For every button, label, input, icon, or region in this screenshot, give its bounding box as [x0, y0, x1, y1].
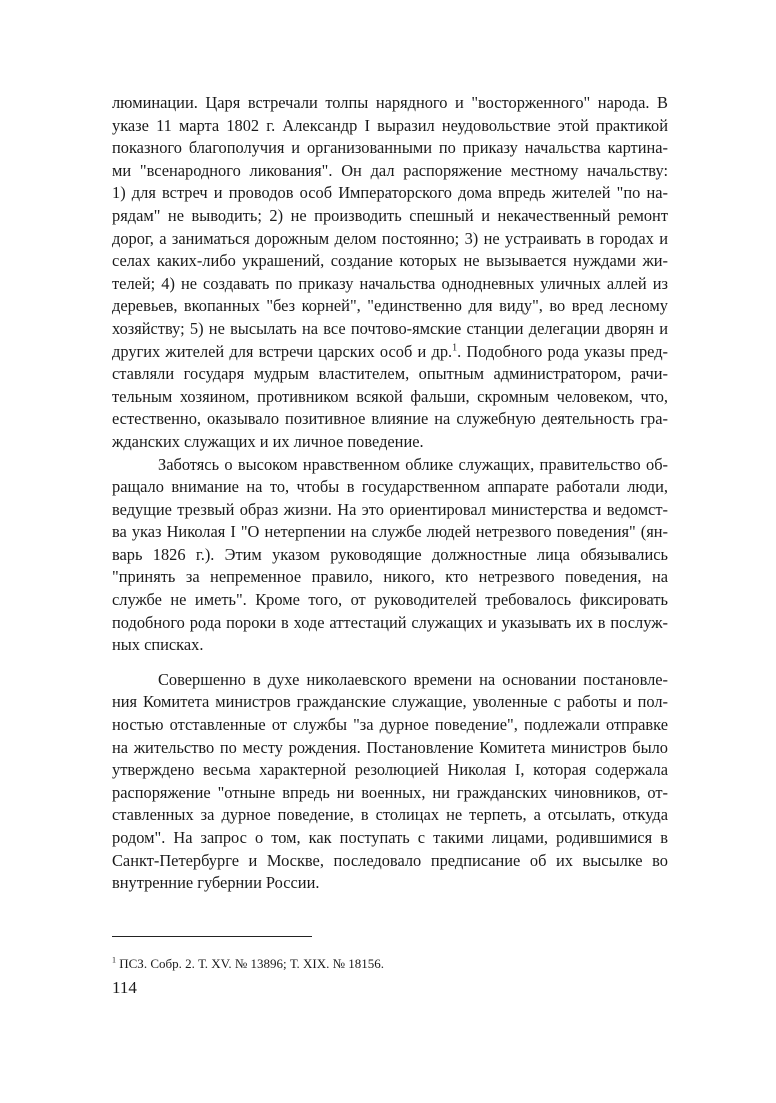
text-line: показного благополучия и организованными по приказу начальства картина-	[112, 138, 668, 158]
text-line: хозяйству; 5) не высылать на все почтово-ямские станции делегации дворян и	[112, 318, 668, 338]
text-line: распоряжение "отныне впредь ни военных, ни гражданских чиновников, от-	[112, 782, 668, 802]
text-line: внутренние губернии России.	[112, 873, 320, 893]
text-line: ставляли государя мудрым властителем, опытным администратором, рачи-	[112, 364, 668, 384]
text-line: рядам" не выводить; 2) не производить спешный и некачественный ремонт	[112, 205, 668, 225]
footnote-text: ПСЗ. Собр. 2. Т. XV. № 13896; Т. XIX. № 18156.	[116, 956, 385, 971]
text-line-start: других жителей для встречи царских особ и др.	[112, 341, 453, 361]
text-line: естественно, оказывало позитивное влияние на служебную деятельность гра-	[112, 409, 668, 429]
text-line: родом". На запрос о том, как поступать с такими лицами, родившимися в	[112, 828, 668, 847]
text-line: варь 1826 г.). Этим указом руководящие должностные лица обязывались	[112, 544, 668, 564]
text-line: "принять за непременное правило, никого, кто нетрезвого поведения, на	[112, 567, 668, 587]
text-line: Совершенно в духе николаевского времени на основании постановле-	[158, 669, 668, 689]
footnote-reference: 1	[452, 342, 458, 354]
text-line: ва указ Николая I "О нетерпении на службе людей нетрезвого поведения" (ян-	[112, 522, 668, 542]
text-line: деревьев, вкопанных "без корней", "единственно для виду", во вред лесному	[112, 296, 668, 316]
paragraph-1	[112, 92, 668, 454]
page-number: 114	[112, 978, 137, 997]
text-line: жданских служащих и их личное поведение.	[112, 431, 424, 451]
text-line: подобного рода пороки в ходе аттестаций служащих и указывать их в послуж-	[112, 612, 668, 632]
text-line: ставленных за дурное поведение, в столицах не терпеть, а отсылать, откуда	[112, 805, 668, 825]
text-line: утверждено весьма характерной резолюцией Николая I, которая содержала	[112, 760, 668, 780]
text-line: ных списках.	[112, 635, 204, 655]
text-line: ми "всенародного ликования". Он дал распоряжение местному начальству:	[112, 160, 668, 180]
text-line: ведущие трезвый образ жизни. На это ориентировал министерства и ведомст-	[112, 499, 668, 519]
paragraph-3	[112, 669, 668, 895]
footnote	[112, 956, 668, 972]
text-line: ния Комитета министров гражданские служащие, уволенные с работы и пол-	[112, 692, 668, 712]
text-line-end: . Подобного рода указы пред-	[457, 341, 668, 361]
text-line: указе 11 марта 1802 г. Александр I выразил неудовольствие этой практикой	[112, 115, 668, 135]
paragraph-gap	[112, 657, 668, 669]
footnote-mark: 1	[112, 955, 116, 965]
paragraph-2	[112, 454, 668, 657]
text-line: телей; 4) не создавать по приказу начальства однодневных уличных аллей из	[112, 273, 668, 293]
text-line: на жительство по месту рождения. Постановление Комитета министров было	[112, 737, 668, 757]
text-line-with-footnote	[112, 341, 668, 364]
text-line: Санкт-Петербурге и Москве, последовало предписание об их высылке во	[112, 850, 668, 870]
text-line: люминации. Царя встречали толпы нарядного и "восторженного" народа. В	[112, 93, 668, 112]
text-line: селах каких-либо украшений, создание которых не вызывается нуждами жи-	[112, 251, 668, 271]
text-line: 1) для встреч и проводов особ Императорского дома впредь жителей "по на-	[112, 183, 668, 203]
text-line: ращало внимание на то, чтобы в государственном аппарате работали люди,	[112, 477, 668, 497]
text-line: службе не иметь". Кроме того, от руководителей требовалось фиксировать	[112, 590, 668, 610]
text-line: Заботясь о высоком нравственном облике служащих, правительство об-	[158, 454, 668, 474]
footnote-separator	[112, 936, 312, 937]
text-line: дорог, а заниматься дорожным делом постоянно; 3) не устраивать в городах и	[112, 228, 668, 248]
text-line: ностью отставленные от службы "за дурное поведение", подлежали отправке	[112, 715, 668, 735]
text-line: тельным хозяином, противником всякой фальши, скромным человеком, что,	[112, 386, 668, 406]
main-text	[112, 92, 668, 895]
